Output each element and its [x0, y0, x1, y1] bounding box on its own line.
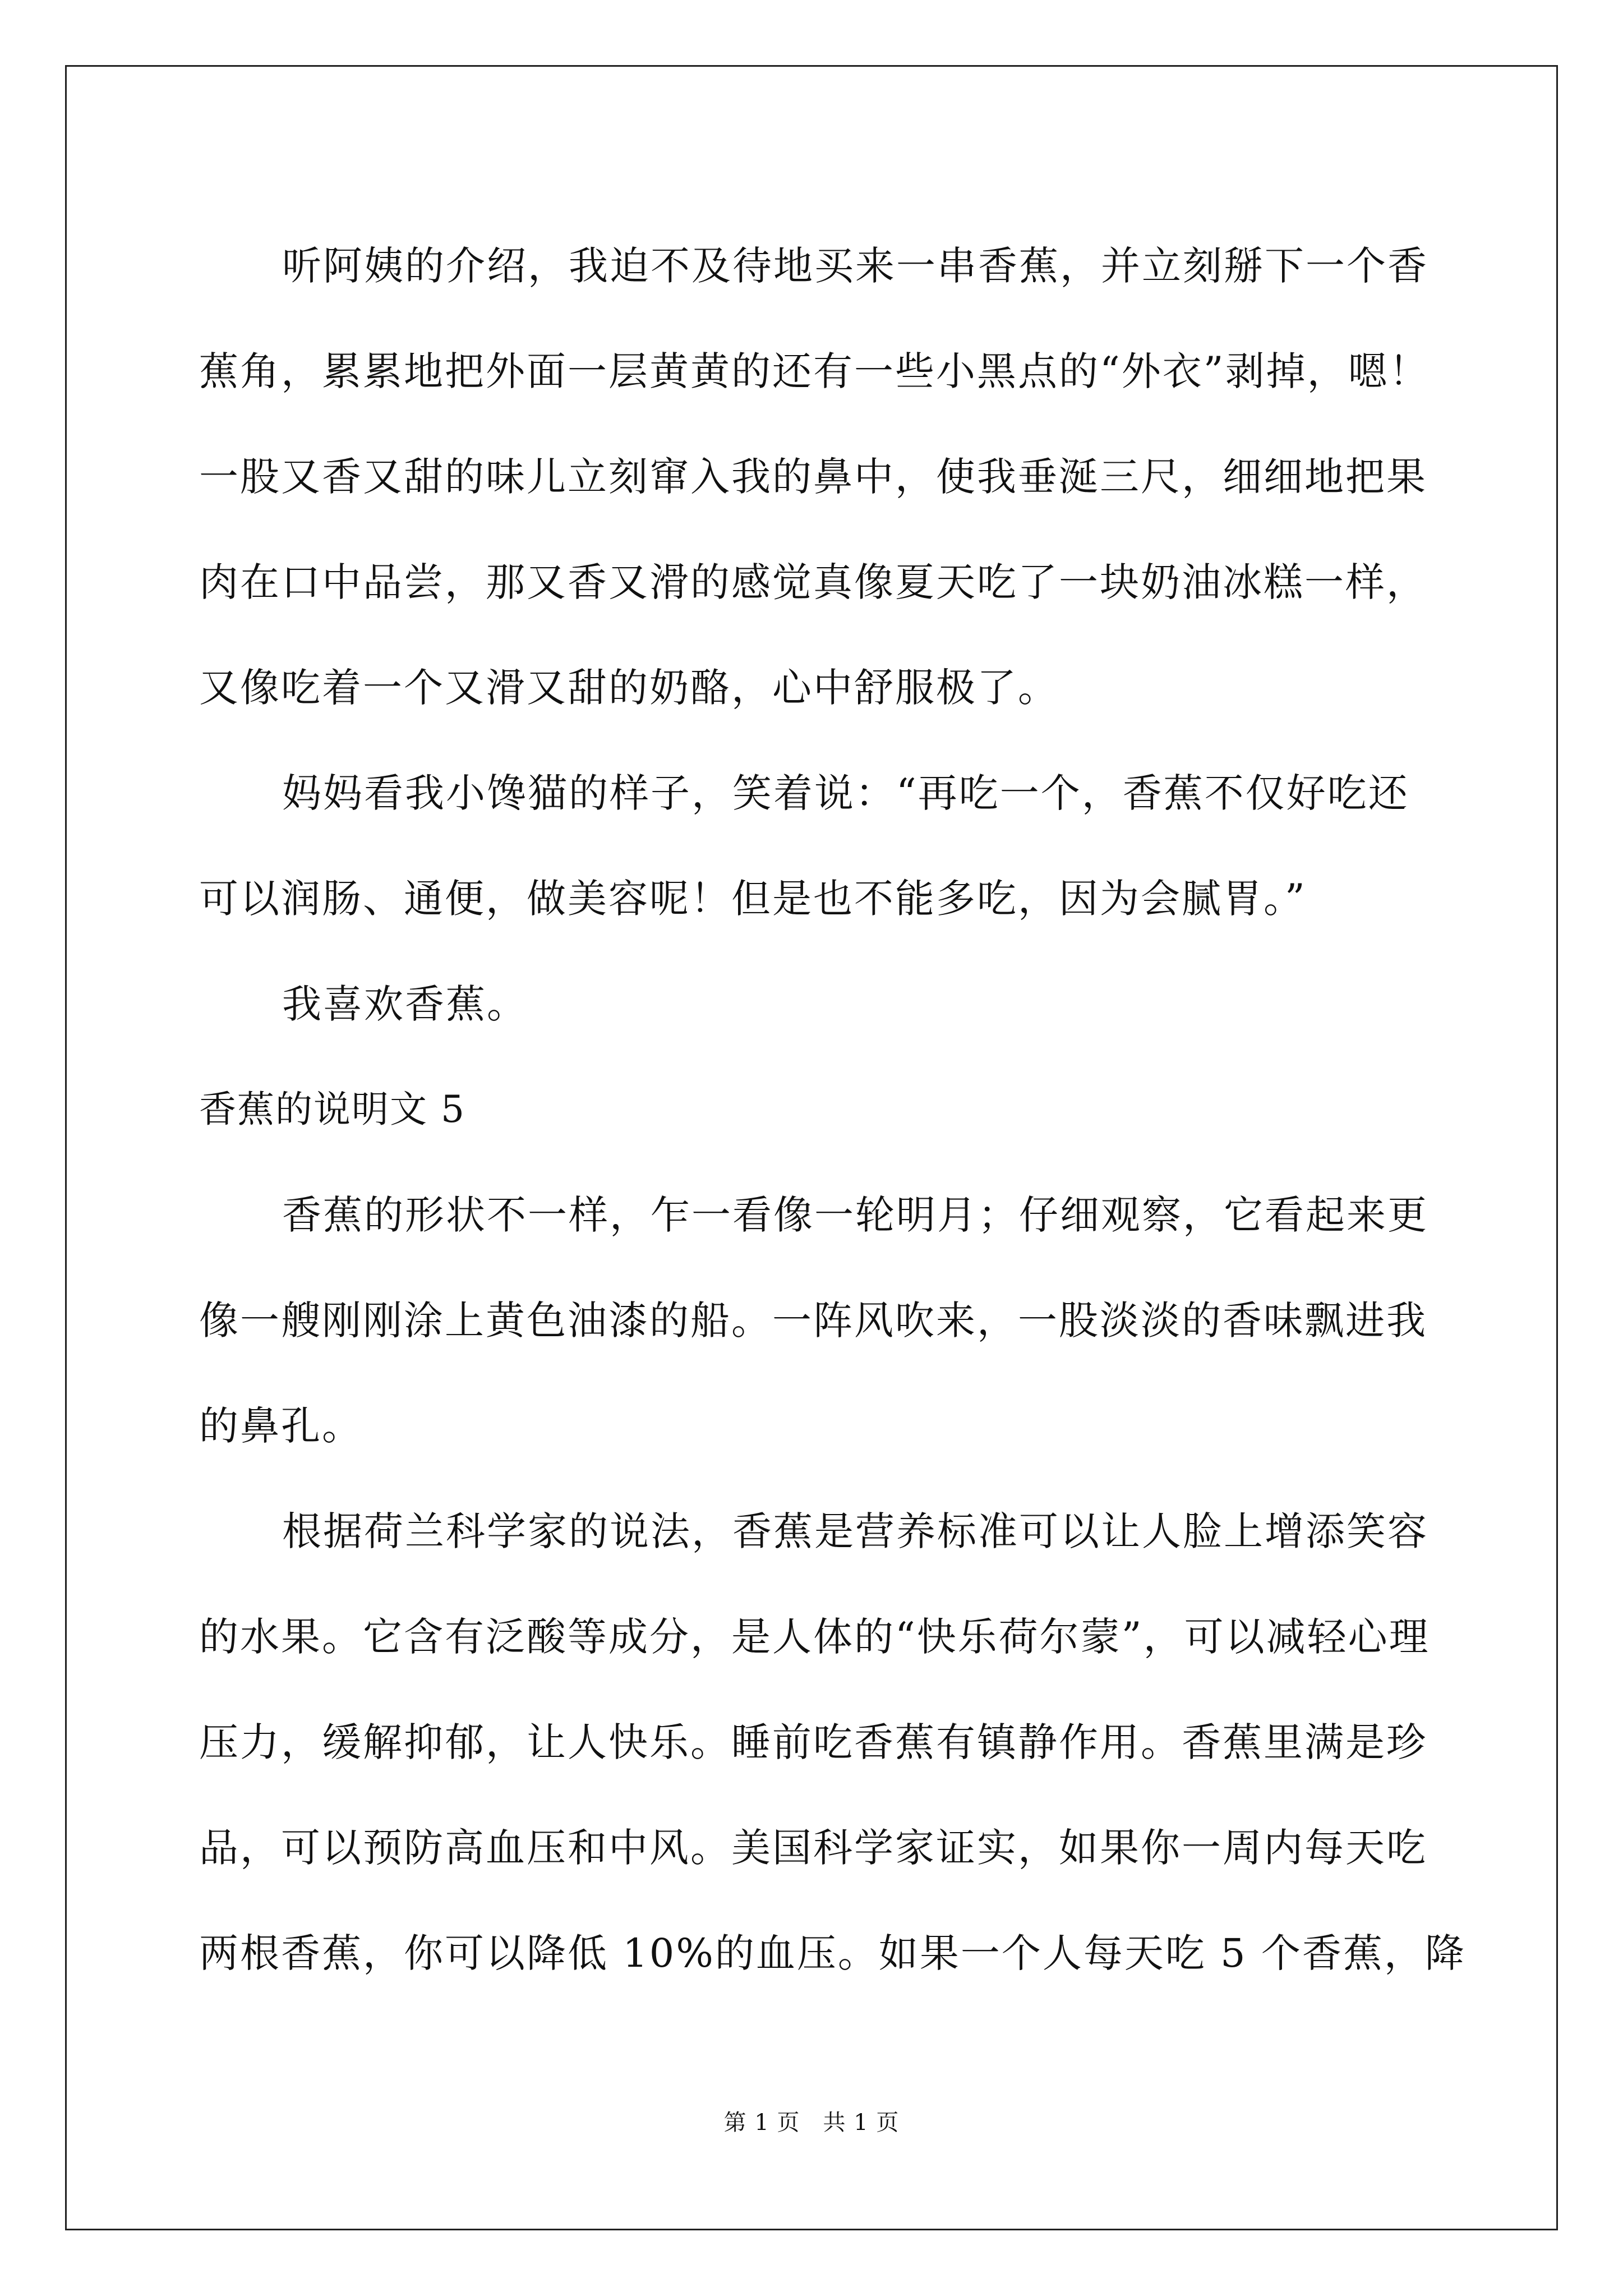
- text-line: 两根香蕉，你可以降低 10%的血压。如果一个人每天吃 5 个香蕉，降: [199, 1930, 1466, 1976]
- text-line: 的水果。它含有泛酸等成分，是人体的“快乐荷尔蒙”，可以减轻心理: [199, 1614, 1430, 1660]
- page-number-footer: 第 1 页 共 1 页: [723, 2110, 900, 2136]
- text-line: 的鼻孔。: [199, 1403, 363, 1449]
- section-heading: 香蕉的说明文 5: [199, 1088, 465, 1131]
- text-line: 又像吃着一个又滑又甜的奶酪，心中舒服极了。: [199, 665, 1059, 711]
- text-line: 肉在口中品尝，那又香又滑的感觉真像夏天吃了一块奶油冰糕一样，: [199, 559, 1427, 605]
- text-line: 压力，缓解抑郁，让人快乐。睡前吃香蕉有镇静作用。香蕉里满是珍: [199, 1719, 1427, 1765]
- document-body: [199, 213, 1466, 2006]
- text-line: 像一艘刚刚涂上黄色油漆的船。一阵风吹来，一股淡淡的香味飘进我: [199, 1297, 1427, 1343]
- text-line: 我喜欢香蕉。: [282, 981, 528, 1027]
- text-line: 妈妈看我小馋猫的样子，笑着说：“再吃一个，香蕉不仅好吃还: [282, 770, 1409, 816]
- paragraph-2: [199, 740, 1433, 951]
- text-line: 蕉角，累累地把外面一层黄黄的还有一些小黑点的“外衣”剥掉，嗯！: [199, 348, 1430, 394]
- paragraph-5: [199, 1479, 1466, 2006]
- paragraph-1: [199, 213, 1433, 740]
- text-line: 品，可以预防高血压和中风。美国科学家证实，如果你一周内每天吃: [199, 1825, 1427, 1871]
- paragraph-4: [199, 1162, 1433, 1479]
- text-line: 一股又香又甜的味儿立刻窜入我的鼻中，使我垂涎三尺，细细地把果: [199, 454, 1427, 500]
- text-line: 听阿姨的介绍，我迫不及待地买来一串香蕉，并立刻掰下一个香: [282, 243, 1428, 289]
- paragraph-3: [199, 951, 1433, 1057]
- text-line: 可以润肠、通便，做美容呢！但是也不能多吃，因为会腻胃。”: [199, 876, 1307, 922]
- text-line: 香蕉的形状不一样，乍一看像一轮明月；仔细观察，它看起来更: [282, 1192, 1428, 1238]
- text-line: 根据荷兰科学家的说法，香蕉是营养标准可以让人脸上增添笑容: [282, 1508, 1428, 1554]
